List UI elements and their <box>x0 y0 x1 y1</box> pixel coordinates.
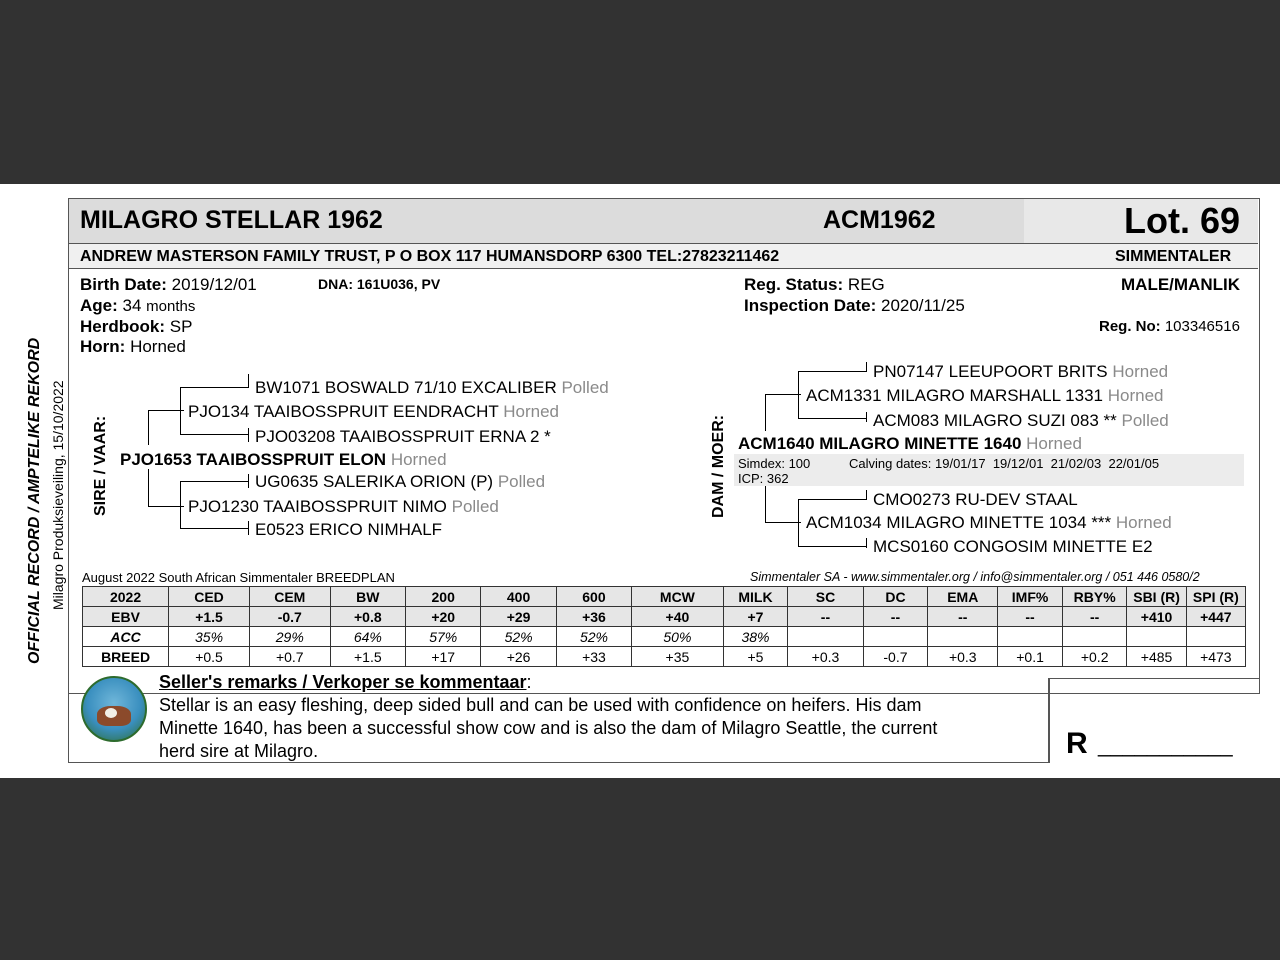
dam-sire-sire-horn: Horned <box>1112 362 1169 381</box>
breedplan-cell: +5 <box>723 647 788 667</box>
breedplan-column-header: 2022 <box>83 587 169 607</box>
reg-no-value: 103346516 <box>1164 318 1240 335</box>
breedplan-cell <box>998 627 1063 647</box>
breedplan-cell <box>1186 627 1245 647</box>
breedplan-cell: 64% <box>330 627 405 647</box>
horn <box>80 337 186 357</box>
breedplan-cell: +0.7 <box>249 647 330 667</box>
ped-line <box>765 522 801 523</box>
ped-line <box>866 412 867 422</box>
breedplan-row-label: BREED <box>83 647 169 667</box>
ped-line <box>180 481 248 482</box>
ped-line <box>248 474 249 488</box>
breedplan-cell: +0.3 <box>928 647 998 667</box>
breedplan-column-header: SC <box>788 587 863 607</box>
age <box>80 296 195 316</box>
event-label: Milagro Produksieveiling, 15/10/2022 <box>50 380 66 610</box>
dam-dam-name: ACM1034 MILAGRO MINETTE 1034 *** <box>806 513 1112 532</box>
breedplan-cell: +36 <box>556 607 631 627</box>
herdbook <box>80 317 192 337</box>
breedplan-cell: +29 <box>481 607 556 627</box>
breedplan-title: August 2022 South African Simmentaler BREEDPLAN <box>82 570 395 585</box>
ped-line <box>798 371 866 372</box>
sire-sire-sire-horn: Polled <box>561 378 609 397</box>
dam-icp: ICP: 362 <box>738 471 789 486</box>
ped-line <box>765 394 801 395</box>
ped-line <box>248 374 249 388</box>
dam-sire-horn: Horned <box>1107 386 1164 405</box>
animal-name: MILAGRO STELLAR 1962 <box>80 206 383 234</box>
breedplan-cell: +17 <box>406 647 481 667</box>
breedplan-column-header: SPI (R) <box>1186 587 1245 607</box>
herdbook-label: Herdbook: <box>80 317 165 336</box>
dam-sire-sire-name: PN07147 LEEUPOORT BRITS <box>873 362 1108 381</box>
dam-dam-dam <box>873 537 1153 557</box>
sire-sire-sire <box>255 378 609 398</box>
breedplan-cell <box>788 627 863 647</box>
breedplan-cell: +447 <box>1186 607 1245 627</box>
ped-line <box>798 499 866 500</box>
dam-calving-dates: Calving dates: 19/01/17 19/12/01 21/02/03 22/01/05 <box>849 456 1160 471</box>
breedplan-column-header: BW <box>330 587 405 607</box>
breedplan-cell: -- <box>998 607 1063 627</box>
dam-dam <box>806 513 1172 533</box>
dam-name: ACM1640 MILAGRO MINETTE 1640 <box>738 434 1022 453</box>
sire-main <box>120 450 447 470</box>
sire-sire-dam-name: PJO03208 TAAIBOSSPRUIT ERNA 2 * <box>255 427 551 446</box>
dam-sire-dam-name: ACM083 MILAGRO SUZI 083 ** <box>873 411 1117 430</box>
dam-horn: Horned <box>1026 434 1082 453</box>
remarks-colon: : <box>526 672 532 692</box>
dam-sire <box>806 386 1164 406</box>
sire-bracket-bottom <box>180 481 181 528</box>
sire-dam-name: PJO1230 TAAIBOSSPRUIT NIMO <box>188 497 447 516</box>
breedplan-row-acc <box>83 627 1246 647</box>
breedplan-column-header: 600 <box>556 587 631 607</box>
remarks-line-2: Minette 1640, has been a successful show cow and is also the dam of Milagro Seattle, the current <box>159 718 938 738</box>
breedplan-cell <box>1127 627 1186 647</box>
sire-label: SIRE / VAAR: <box>92 415 109 516</box>
breedplan-cell: +33 <box>556 647 631 667</box>
breedplan-cell: -- <box>1062 607 1127 627</box>
breedplan-cell: 52% <box>481 627 556 647</box>
breedplan-column-header: EMA <box>928 587 998 607</box>
dam-sire-name: ACM1331 MILAGRO MARSHALL 1331 <box>806 386 1103 405</box>
breedplan-cell: 52% <box>556 627 631 647</box>
dam-main <box>738 434 1082 454</box>
owner-line: ANDREW MASTERSON FAMILY TRUST, P O BOX 117 HUMANSDORP 6300 TEL:27823211462 <box>80 248 780 265</box>
sire-dam-sire <box>255 472 545 492</box>
ped-line <box>798 418 866 419</box>
breedplan-cell: +1.5 <box>169 607 250 627</box>
sire-dam <box>188 497 499 517</box>
reg-no-label: Reg. No: <box>1099 318 1161 335</box>
ped-line <box>798 499 799 546</box>
breed-name: SIMMENTALER <box>1115 248 1232 265</box>
dam-sire-dam <box>873 411 1169 431</box>
horn-value: Horned <box>130 337 186 356</box>
dam-dam-sire-name: CMO0273 RU-DEV STAAL <box>873 490 1078 509</box>
dna-info: DNA: 161U036, PV <box>318 276 441 292</box>
breedplan-cell: +20 <box>406 607 481 627</box>
ped-line <box>765 394 766 431</box>
ped-line <box>148 410 184 411</box>
breedplan-table <box>82 586 1246 667</box>
sire-sire-name: PJO134 TAAIBOSSPRUIT EENDRACHT <box>188 402 499 421</box>
sire-dam-sire-name: UG0635 SALERIKA ORION (P) <box>255 472 494 491</box>
breedplan-cell: +410 <box>1127 607 1186 627</box>
lot-card <box>0 184 1280 778</box>
breedplan-column-header: IMF% <box>998 587 1063 607</box>
ped-line <box>248 428 249 442</box>
birth-date-label: Birth Date: <box>80 275 167 294</box>
dam-label: DAM / MOER: <box>710 414 727 518</box>
herdbook-value: SP <box>169 317 193 336</box>
sire-dam-horn: Polled <box>451 497 499 516</box>
birth-date-value: 2019/12/01 <box>171 275 257 294</box>
breedplan-cell: +0.3 <box>788 647 863 667</box>
breedplan-cell: 50% <box>632 627 724 647</box>
dam-sire-dam-horn: Polled <box>1121 411 1169 430</box>
ped-line <box>866 538 867 548</box>
breedplan-cell: +26 <box>481 647 556 667</box>
lot-number: Lot. 69 <box>1124 200 1241 241</box>
breedplan-column-header: CED <box>169 587 250 607</box>
breedplan-cell <box>863 627 928 647</box>
age-label: Age: <box>80 296 118 315</box>
sire-sire-sire-name: BW1071 BOSWALD 71/10 EXCALIBER <box>255 378 557 397</box>
breedplan-row-label: EBV <box>83 607 169 627</box>
breedplan-cell: -0.7 <box>249 607 330 627</box>
official-record-label: OFFICIAL RECORD / AMPTELIKE REKORD <box>26 337 43 664</box>
ped-line <box>798 546 866 547</box>
inspection-label: Inspection Date: <box>744 296 877 315</box>
breedplan-cell <box>928 627 998 647</box>
breedplan-column-header: CEM <box>249 587 330 607</box>
ped-line <box>765 484 766 522</box>
ped-line <box>180 434 248 435</box>
breedplan-contact: Simmentaler SA - www.simmentaler.org / info@simmentaler.org / 051 446 0580/2 <box>750 570 1200 584</box>
breedplan-row-label: ACC <box>83 627 169 647</box>
ped-line <box>866 490 867 500</box>
breedplan-row-breed <box>83 647 1246 667</box>
remarks-title <box>159 672 532 693</box>
breedplan-cell: -0.7 <box>863 647 928 667</box>
breedplan-cell: +485 <box>1127 647 1186 667</box>
dam-dam-sire <box>873 490 1078 510</box>
breedplan-cell: 29% <box>249 627 330 647</box>
breedplan-cell: +0.8 <box>330 607 405 627</box>
breedplan-cell: +0.5 <box>169 647 250 667</box>
breedplan-column-header: SBI (R) <box>1127 587 1186 607</box>
breedplan-column-header: RBY% <box>1062 587 1127 607</box>
ped-line <box>180 387 248 388</box>
dam-dam-horn: Horned <box>1115 513 1172 532</box>
sire-name: PJO1653 TAAIBOSSPRUIT ELON <box>120 450 387 469</box>
breedplan-cell: +35 <box>632 647 724 667</box>
dam-simdex: Simdex: 100 <box>738 456 811 471</box>
reg-status <box>744 275 885 295</box>
ped-line <box>148 410 149 445</box>
ped-line <box>148 469 149 506</box>
breedplan-cell: +7 <box>723 607 788 627</box>
sire-horn: Horned <box>390 450 447 469</box>
breedplan-column-header: 400 <box>481 587 556 607</box>
birth-date <box>80 275 257 295</box>
sire-sire-dam <box>255 427 551 447</box>
breedplan-header-row <box>83 587 1246 607</box>
breedplan-column-header: MILK <box>723 587 788 607</box>
remarks-title-text: Seller's remarks / Verkoper se kommentaar <box>159 672 527 692</box>
breedplan-cell: -- <box>928 607 998 627</box>
age-value: 34 <box>122 296 142 315</box>
sire-dam-sire-horn: Polled <box>497 472 546 491</box>
sire-sire-horn: Horned <box>503 402 559 421</box>
simmentaler-logo-icon <box>81 676 147 742</box>
breedplan-column-header: DC <box>863 587 928 607</box>
breedplan-cell: 35% <box>169 627 250 647</box>
dam-sire-sire <box>873 362 1168 382</box>
animal-code: ACM1962 <box>823 206 936 234</box>
breedplan-column-header: MCW <box>632 587 724 607</box>
ped-line <box>180 528 248 529</box>
age-unit: months <box>146 298 196 315</box>
breedplan-cell: +40 <box>632 607 724 627</box>
breedplan-cell: -- <box>788 607 863 627</box>
price-line[interactable]: ___________ <box>1098 732 1233 757</box>
price-label: R <box>1066 727 1088 760</box>
breedplan-cell: 57% <box>406 627 481 647</box>
reg-status-label: Reg. Status: <box>744 275 844 294</box>
sire-dam-dam-name: E0523 ERICO NIMHALF <box>255 520 443 539</box>
ped-line <box>866 362 867 372</box>
breedplan-cell: +1.5 <box>330 647 405 667</box>
sire-dam-dam <box>255 520 442 540</box>
breedplan-cell: +0.1 <box>998 647 1063 667</box>
sex: MALE/MANLIK <box>1121 275 1240 294</box>
breedplan-column-header: 200 <box>406 587 481 607</box>
breedplan-cell: 38% <box>723 627 788 647</box>
remarks-line-1: Stellar is an easy fleshing, deep sided bull and can be used with confidence on heifers. His dam <box>159 695 922 715</box>
ped-line <box>148 506 184 507</box>
reg-no <box>1099 318 1240 335</box>
breedplan-cell <box>1062 627 1127 647</box>
reg-status-value: REG <box>847 275 885 294</box>
breedplan-cell: +0.2 <box>1062 647 1127 667</box>
breedplan-row-ebv <box>83 607 1246 627</box>
breedplan-cell: +473 <box>1186 647 1245 667</box>
inspection-date <box>744 296 965 316</box>
horn-label: Horn: <box>80 337 126 356</box>
ped-line <box>248 521 249 535</box>
remarks-line-3: herd sire at Milagro. <box>159 741 319 761</box>
inspection-value: 2020/11/25 <box>880 296 965 315</box>
breedplan-cell: -- <box>863 607 928 627</box>
dam-dam-dam-name: MCS0160 CONGOSIM MINETTE E2 <box>873 537 1153 556</box>
sire-sire <box>188 402 559 422</box>
